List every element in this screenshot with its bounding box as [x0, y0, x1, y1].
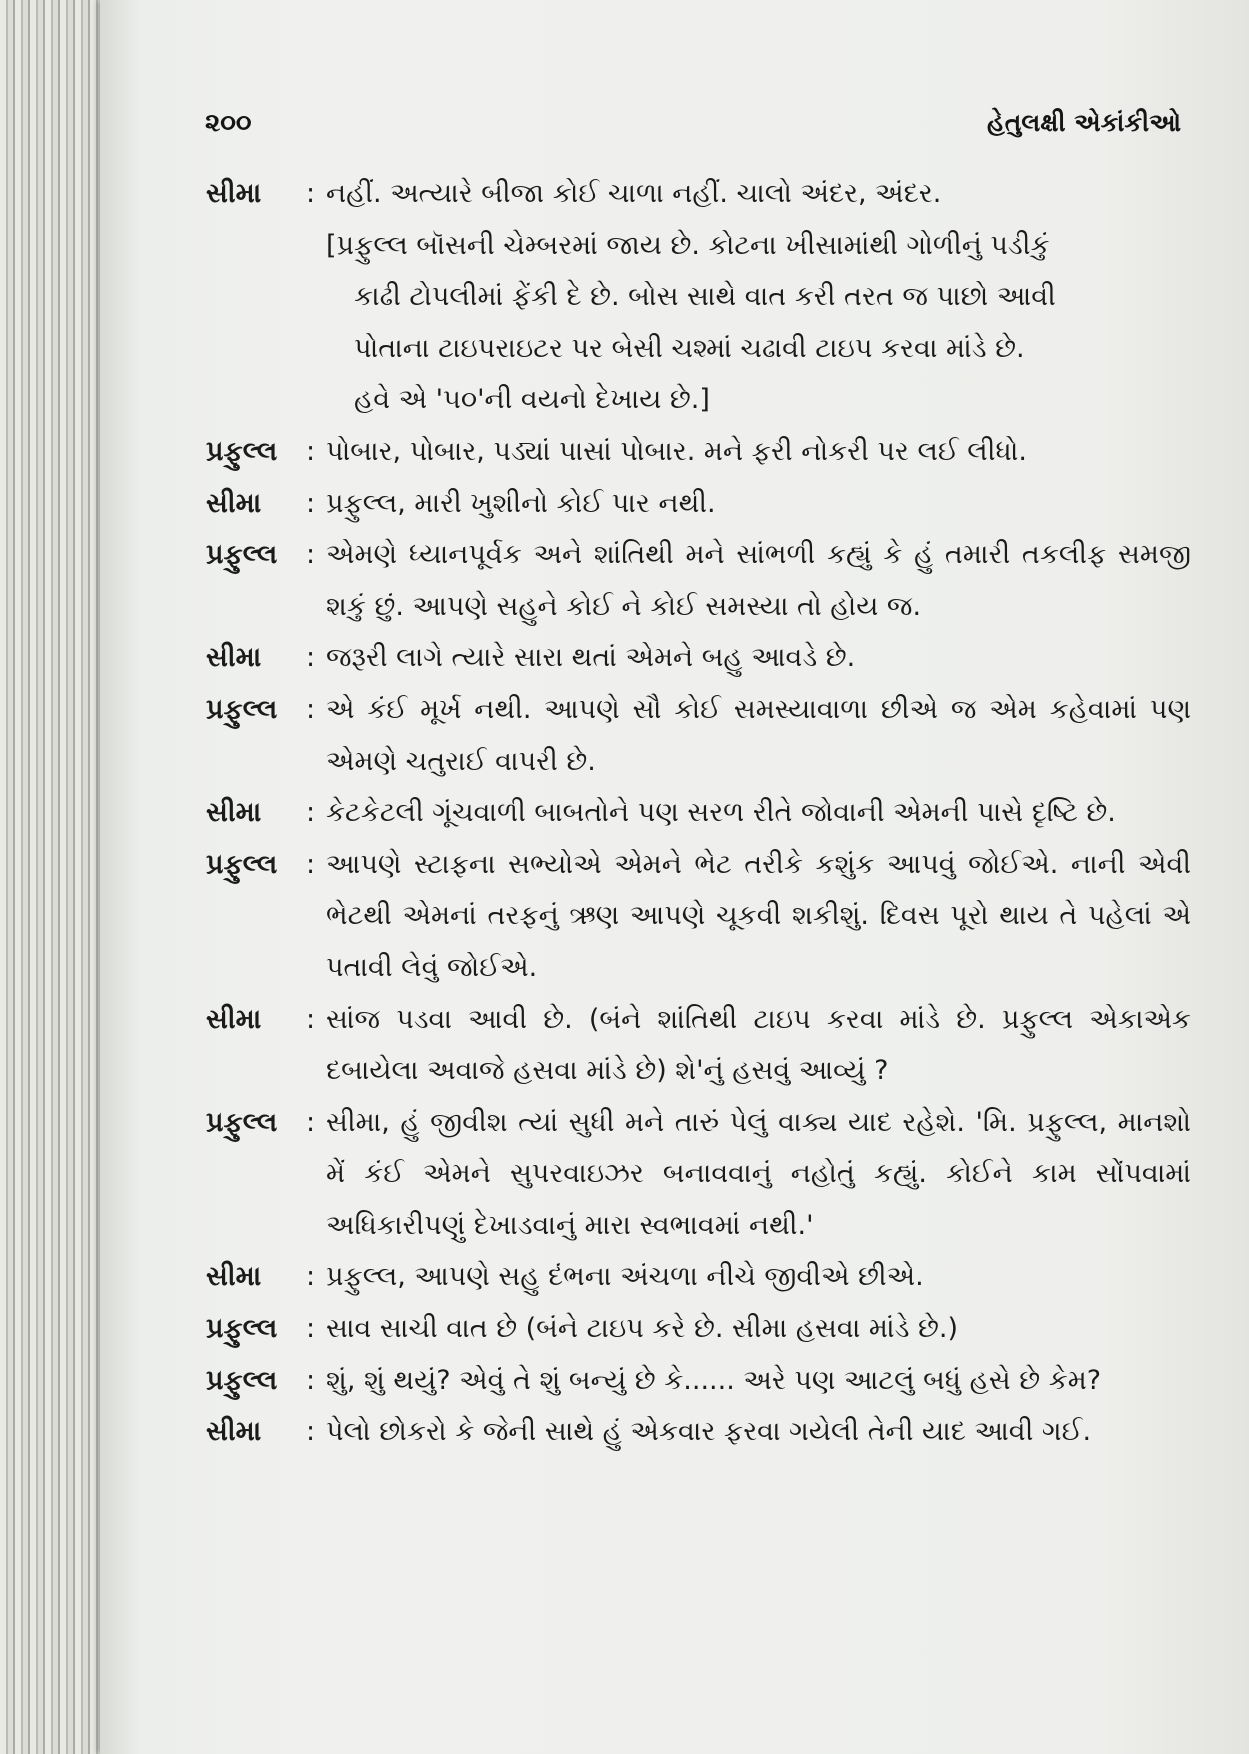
speaker-name: સીમા [206, 178, 262, 209]
speaker-name: સીમા [206, 1261, 262, 1293]
speech-text: આપણે સ્ટાફના સભ્યોએ એમને ભેટ તરીકે કશુંક આપવું જોઈએ. નાની એવી ભેટથી એમનાં તરફનું ઋણ આપણે ચૂકવી શકીશું. દિવસ પૂરો થાય તે પહેલાં એ પતાવી લેવું જોઈએ. [326, 848, 1191, 983]
dialogue-line [206, 426, 1191, 478]
speaker-name: સીમા [206, 797, 262, 829]
speaker-name: સીમા [206, 642, 262, 674]
speaker-name: સીમા [206, 1416, 262, 1448]
speech-text: જરૂરી લાગે ત્યારે સારા થતાં એમને બહુ આવડે છે. [326, 642, 856, 674]
dialogue-line [206, 787, 1191, 839]
stage-direction-line: [પ્રફુલ્લ બૉસની ચેમ્બરમાં જાય છે. કોટના ખીસામાંથી ગોળીનું પડીકું [326, 229, 1050, 261]
speaker-name: પ્રફુલ્લ [206, 693, 278, 725]
speaker-colon: : [306, 539, 316, 571]
stage-direction-line: કાઢી ટોપલીમાં ફેંકી દે છે. બોસ સાથે વાત કરી તરત જ પાછો આવી [354, 281, 1056, 313]
speech-text: પોબાર, પોબાર, પડ્યાં પાસાં પોબાર. મને ફરી નોકરી પર લઈ લીધો. [326, 435, 1027, 467]
speaker-colon: : [306, 1106, 316, 1138]
speech-text: સાંજ પડવા આવી છે. (બંને શાંતિથી ટાઇપ કરવા માંડે છે. પ્રફુલ્લ એકાએક દબાયેલા અવાજે હસવા માંડે છે) શે'નું હસવું આવ્યું ? [326, 1003, 1191, 1087]
speech-text: કેટકેટલી ગૂંચવાળી બાબતોને પણ સરળ રીતે જોવાની એમની પાસે દૃષ્ટિ છે. [326, 797, 1116, 829]
speaker-colon: : [306, 693, 316, 725]
speaker-colon: : [306, 1313, 316, 1345]
speaker-name: પ્રફુલ્લ [206, 435, 278, 467]
speaker-name: સીમા [206, 487, 262, 519]
speaker-colon: : [306, 848, 316, 880]
speech-text: પ્રફુલ્લ, આપણે સહુ દંભના અંચળા નીચે જીવીએ છીએ. [326, 1261, 924, 1293]
speech-text: સીમા, હું જીવીશ ત્યાં સુધી મને તારું પેલું વાક્ય યાદ રહેશે. 'મિ. પ્રફુલ્લ, માનશો મેં કંઈ એમને સુપરવાઇઝર બનાવવાનું નહોતું કહ્યું. કોઈને કામ સોંપવામાં અધિકારીપણું દેખાડવાનું મારા સ્વભાવમાં નથી.' [326, 1106, 1191, 1241]
speaker-name: પ્રફુલ્લ [206, 539, 278, 571]
speech-text: એ કંઈ મૂર્ખ નથી. આપણે સૌ કોઈ સમસ્યાવાળા છીએ જ એમ કહેવામાં પણ એમણે ચતુરાઈ વાપરી છે. [326, 693, 1191, 777]
dialogue-line [206, 1355, 1191, 1407]
speaker-colon: : [306, 178, 316, 209]
speaker-colon: : [306, 642, 316, 674]
speaker-colon: : [306, 1364, 316, 1396]
dialogue-line [206, 994, 1191, 1097]
dialogue-line [206, 1251, 1191, 1303]
speech-text: નહીં. અત્યારે બીજા કોઈ ચાળા નહીં. ચાલો અંદર, અંદર. [326, 178, 942, 209]
speech-text: પ્રફુલ્લ, મારી ખુશીનો કોઈ પાર નથી. [326, 487, 716, 519]
dialogue-line [206, 1303, 1191, 1355]
speaker-name: પ્રફુલ્લ [206, 1364, 278, 1396]
speaker-colon: : [306, 1261, 316, 1293]
speech-text: સાવ સાચી વાત છે (બંને ટાઇપ કરે છે. સીમા હસવા માંડે છે.) [326, 1313, 959, 1345]
speech-text: શું, શું થયું? એવું તે શું બન્યું છે કે...... અરે પણ આટલું બધું હસે છે કેમ? [326, 1364, 1102, 1396]
stage-direction-line: પોતાના ટાઇપરાઇટર પર બેસી ચશ્માં ચઢાવી ટાઇપ કરવા માંડે છે. [354, 332, 1025, 364]
stage-direction-line: હવે એ '૫૦'ની વયનો દેખાય છે.] [354, 384, 710, 416]
speaker-name: પ્રફુલ્લ [206, 1106, 278, 1138]
dialogue-line [206, 168, 1191, 220]
dialogue-line [206, 839, 1191, 994]
running-head [205, 108, 1181, 148]
stage-direction [326, 220, 1191, 426]
speaker-colon: : [306, 487, 316, 519]
speaker-name: પ્રફુલ્લ [206, 1313, 278, 1345]
dialogue-line [206, 478, 1191, 530]
dialogue-line [206, 1097, 1191, 1252]
speaker-name: સીમા [206, 1003, 262, 1035]
book-page [100, 0, 1249, 1754]
speaker-colon: : [306, 1416, 316, 1448]
page-number: ૨૦૦ [205, 108, 252, 138]
dialogue-body [206, 168, 1191, 1458]
dialogue-line [206, 529, 1191, 632]
speaker-name: પ્રફુલ્લ [206, 848, 278, 880]
book-title: હેતુલક્ષી એકાંકીઓ [986, 108, 1181, 137]
speech-text: એમણે ધ્યાનપૂર્વક અને શાંતિથી મને સાંભળી કહ્યું કે હું તમારી તકલીફ સમજી શકું છું. આપણે સહુને કોઈ ને કોઈ સમસ્યા તો હોય જ. [326, 539, 1191, 622]
speaker-colon: : [306, 1003, 316, 1035]
speaker-colon: : [306, 435, 316, 467]
speaker-colon: : [306, 797, 316, 829]
speech-text: પેલો છોકરો કે જેની સાથે હું એકવાર ફરવા ગયેલી તેની યાદ આવી ગઈ. [326, 1416, 1092, 1448]
dialogue-line [206, 632, 1191, 684]
dialogue-line [206, 684, 1191, 787]
dialogue-line [206, 1406, 1191, 1458]
book-page-edges [0, 0, 112, 1754]
